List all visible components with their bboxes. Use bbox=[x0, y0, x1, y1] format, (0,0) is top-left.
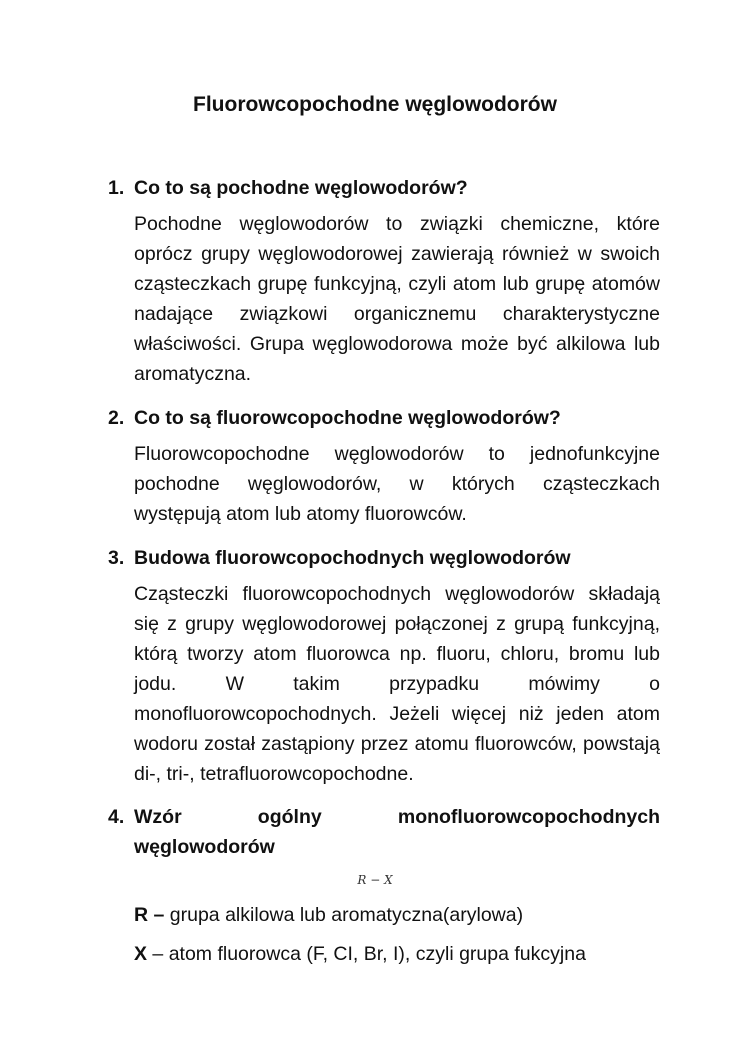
section-heading-text: Budowa fluorowcopochodnych węglowodorów bbox=[134, 547, 571, 569]
section-heading-text: Co to są fluorowcopochodne węglowodorów? bbox=[134, 407, 561, 429]
section-heading bbox=[108, 802, 660, 862]
section-number: 2. bbox=[108, 407, 125, 429]
section-2 bbox=[108, 403, 660, 529]
section-body: Fluorowcopochodne węglowodorów to jednofunkcyjne pochodne węglowodorów, w których cząsteczkach występują atom lub atomy fluorowców. bbox=[134, 443, 660, 525]
section-heading bbox=[108, 403, 660, 433]
section-number: 3. bbox=[108, 547, 125, 569]
section-4 bbox=[108, 802, 660, 862]
section-heading bbox=[108, 543, 660, 573]
section-1 bbox=[108, 173, 660, 389]
legend-symbol: R – bbox=[134, 904, 165, 926]
section-number: 1. bbox=[108, 177, 125, 199]
legend-r bbox=[134, 900, 523, 930]
legend-x bbox=[134, 939, 586, 969]
section-number: 4. bbox=[108, 806, 125, 828]
legend-description: grupa alkilowa lub aromatyczna(arylowa) bbox=[164, 904, 524, 926]
section-body: Pochodne węglowodorów to związki chemiczne, które oprócz grupy węglowodorowej zawierają również w swoich cząsteczkach grupę funkcyjną, czyli atom lub grupę atomów nadające związkowi organicznemu charakterystyczne właściwości. Grupa węglowodorowa może być alkilowa lub aromatyczna. bbox=[134, 213, 660, 385]
legend-description: – atom fluorowca (F, CI, Br, I), czyli grupa fukcyjna bbox=[147, 943, 586, 965]
legend-symbol: X bbox=[134, 943, 148, 965]
section-body: Cząsteczki fluorowcopochodnych węglowodorów składają się z grupy węglowodorowej połączonej z grupą funkcyjną, którą tworzy atom fluorowca np. fluoru, chloru, bromu lub jodu. W takim przypadku mówimy o monofluorowcopochodnych. Jeżeli więcej niż jeden atom wodoru został zastąpiony przez atomu fluorowców, powstają di-, tri-, tetrafluorowcopochodne. bbox=[134, 583, 660, 785]
section-heading-text: Wzór ogólny monofluorowcopochodnych węglowodorów bbox=[134, 806, 660, 858]
document-title: Fluorowcopochodne węglowodorów bbox=[193, 93, 557, 116]
section-heading-text: Co to są pochodne węglowodorów? bbox=[134, 177, 468, 199]
section-3 bbox=[108, 543, 660, 789]
section-heading bbox=[108, 173, 660, 203]
general-formula: R − X bbox=[357, 873, 393, 887]
